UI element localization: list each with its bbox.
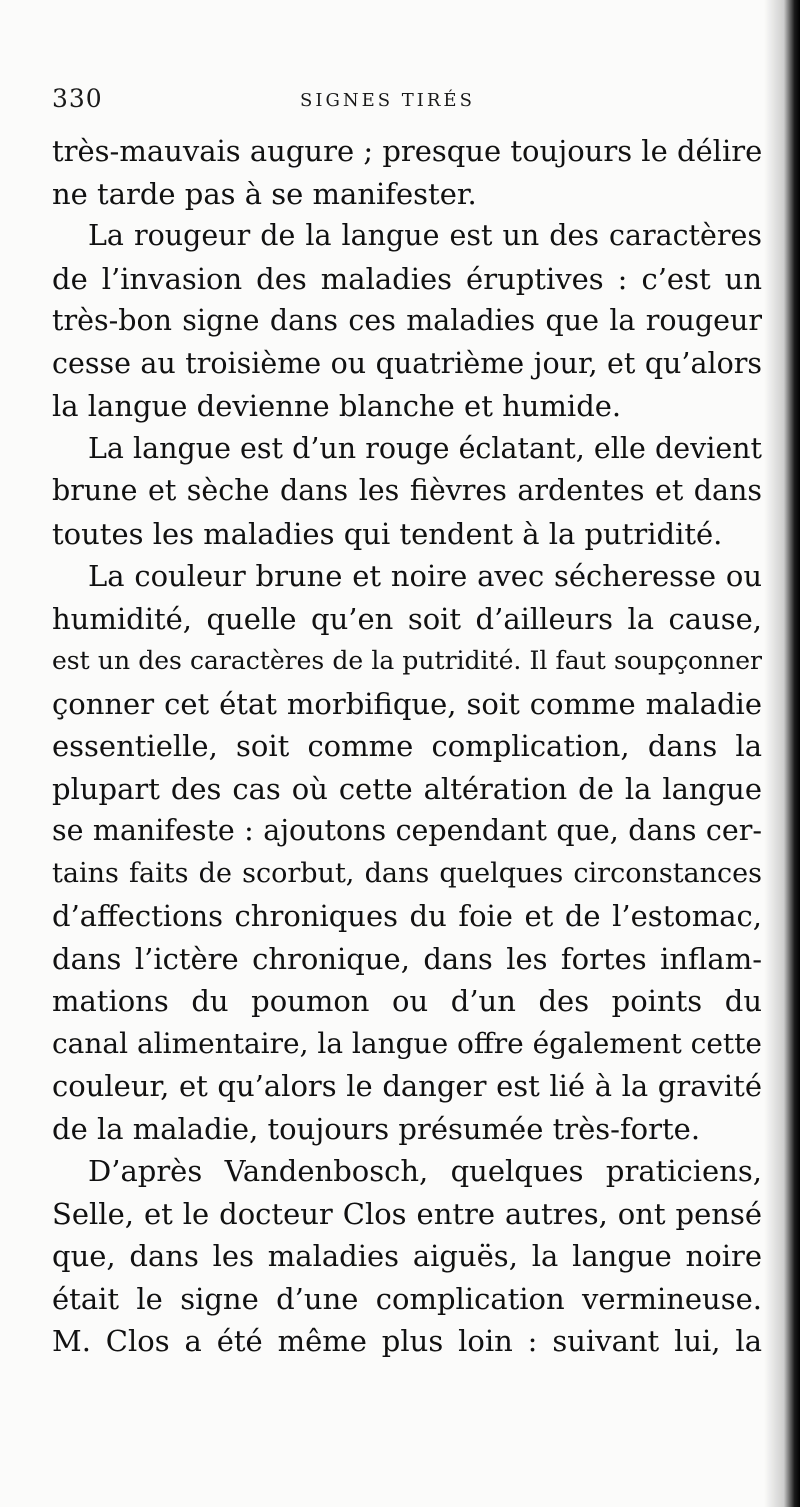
text-line: mations du poumon ou d’un des points du <box>52 984 762 1018</box>
text-line: tains faits de scorbut, dans quelques circonstances <box>52 857 762 889</box>
text-line: que, dans les maladies aiguës, la langue noire <box>52 1239 762 1273</box>
text-line: très-mauvais augure ; presque toujours le délire <box>52 134 763 168</box>
text-line: se manifeste : ajoutons cependant que, dans cer- <box>52 814 762 847</box>
paragraph-start-line: La langue est d’un rouge éclatant, elle devient <box>88 431 762 465</box>
text-line: humidité, quelle qu’en soit d’ailleurs la cause, <box>52 601 762 636</box>
page-header <box>52 84 752 120</box>
text-line: de la maladie, toujours présumée très-forte. <box>52 1111 701 1146</box>
text-line: d’affections chroniques du foie et de l’estomac, <box>52 899 762 933</box>
text-line: cesse au troisième ou quatrième jour, et qu’alors <box>52 346 762 380</box>
text-line: de l’invasion des maladies éruptives : c’est un <box>52 261 762 296</box>
text-line: dans l’ictère chronique, dans les fortes inflam- <box>52 941 762 976</box>
text-line: très-bon signe dans ces maladies que la rougeur <box>52 304 762 337</box>
text-line: brune et sèche dans les fièvres ardentes et dans <box>52 474 762 507</box>
text-line: Selle, et le docteur Clos entre autres, ont pensé <box>52 1196 762 1231</box>
paragraph-start-line: La rougeur de la langue est un des caractères <box>88 219 762 252</box>
text-line: ne tarde pas à se manifester. <box>52 176 477 211</box>
text-line: est un des caractères de la putridité. Il faut soupçonner <box>52 646 762 675</box>
text-line: canal alimentaire, la langue offre également cette <box>52 1026 762 1060</box>
text-line: plupart des cas où cette altération de la langue <box>52 771 762 806</box>
text-line: était le signe d’une complication vermineuse. <box>52 1281 762 1316</box>
text-line: la langue devienne blanche et humide. <box>52 389 622 423</box>
paragraph-start-line: D’après Vandenbosch, quelques praticiens, <box>88 1154 762 1188</box>
text-line: couleur, et qu’alors le danger est lié à la gravité <box>52 1069 762 1103</box>
text-line: çonner cet état morbifique, soit comme maladie <box>52 686 762 721</box>
body-text <box>52 130 762 1363</box>
running-head: SIGNES TIRÉS <box>300 90 475 111</box>
page-number: 330 <box>52 84 103 113</box>
text-line: M. Clos a été même plus loin : suivant lui, la <box>52 1324 762 1358</box>
text-line: essentielle, soit comme complication, dans la <box>52 729 762 763</box>
paragraph-start-line: La couleur brune et noire avec sécheresse ou <box>88 559 762 593</box>
page-edge-shadow <box>764 0 800 1507</box>
text-line: toutes les maladies qui tendent à la putridité. <box>52 516 723 551</box>
